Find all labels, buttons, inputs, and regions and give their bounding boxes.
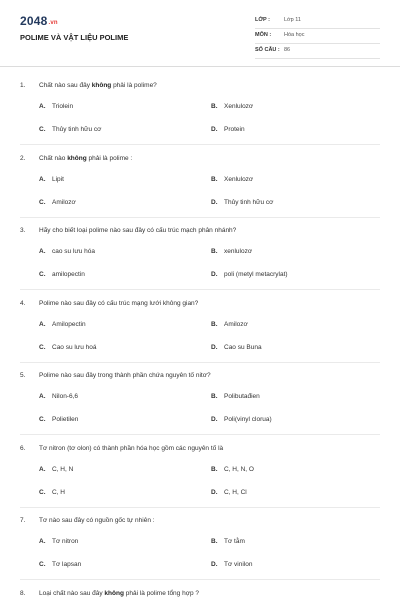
option-text: Polibutađien	[224, 393, 260, 400]
answer-option[interactable]	[211, 393, 260, 400]
answer-option[interactable]	[211, 248, 252, 255]
question-divider	[20, 362, 380, 363]
option-text: Amilopectin	[52, 320, 86, 328]
option-letter: D.	[211, 198, 218, 206]
answer-option[interactable]	[39, 271, 85, 278]
answer-option[interactable]	[39, 538, 78, 545]
site-logo[interactable]	[20, 14, 58, 28]
option-letter: B.	[211, 103, 218, 110]
option-text: C, H, N	[52, 465, 74, 473]
option-text: Thủy tinh hữu cơ	[52, 126, 102, 133]
question-text	[39, 590, 199, 597]
question-text	[39, 372, 211, 379]
option-text: cao su lưu hóa	[52, 248, 96, 255]
question-divider	[20, 144, 380, 145]
question-text	[39, 300, 198, 307]
meta-label: MÔN :	[255, 32, 272, 38]
document-title: POLIME VÀ VẬT LIỆU POLIME	[20, 33, 129, 42]
answer-option[interactable]	[39, 103, 73, 110]
question-text-part: phải là polime?	[111, 82, 157, 89]
question-number: 4.	[20, 299, 26, 307]
question-text-part: Polime nào sau đây có cấu trúc mạng lưới không gian?	[39, 299, 199, 307]
option-text: Cao su lưu hoá	[52, 343, 97, 351]
question-text-part: Tơ nào sau đây có nguồn gốc tự nhiên :	[39, 517, 155, 524]
option-letter: B.	[211, 175, 218, 183]
option-text: C, H	[52, 488, 65, 496]
option-letter: B.	[211, 538, 218, 545]
meta-value: Lớp 11	[284, 17, 301, 23]
option-text: Thủy tinh hữu cơ	[224, 198, 274, 206]
option-text: Tơ vinilon	[224, 561, 253, 568]
option-letter: A.	[39, 393, 46, 400]
option-text: Amilozơ	[52, 198, 76, 206]
option-text: Tơ nitron	[52, 538, 79, 545]
option-letter: A.	[39, 320, 46, 328]
answer-option[interactable]	[39, 321, 86, 328]
question-number: 3.	[20, 227, 26, 234]
question-emphasis: không	[67, 154, 87, 162]
question-emphasis: không	[104, 589, 124, 597]
question-divider	[20, 217, 380, 218]
answer-option[interactable]	[39, 416, 78, 423]
question-text-part: Polime nào sau đây trong thành phần chứa nguyên tố nitơ?	[39, 372, 211, 379]
worksheet-header	[0, 0, 400, 67]
question-text-part: phải là polime tổng hợp ?	[123, 589, 200, 597]
option-letter: B.	[211, 465, 218, 473]
option-text: Polietilen	[52, 416, 79, 423]
option-letter: C.	[39, 198, 46, 206]
answer-option[interactable]	[211, 538, 245, 545]
option-text: Amilozơ	[224, 320, 248, 328]
question-divider	[20, 289, 380, 290]
question-number: 2.	[20, 154, 26, 162]
option-text: C, H, N, O	[224, 465, 254, 473]
meta-row-count	[255, 44, 380, 59]
option-text: Poli(vinyl clorua)	[224, 416, 272, 423]
question-number: 1.	[20, 82, 26, 89]
meta-label: LỚP :	[255, 17, 270, 23]
option-letter: D.	[211, 343, 218, 351]
answer-option[interactable]	[211, 321, 248, 328]
question-number: 8.	[20, 589, 26, 597]
option-letter: D.	[211, 561, 218, 568]
option-text: Xenlulozơ	[224, 175, 254, 183]
question-text-part: Loại chất nào sau đây	[39, 589, 105, 597]
logo-suffix[interactable]: .vn	[48, 20, 58, 26]
option-text: Tơ lapsan	[52, 561, 82, 568]
answer-option[interactable]	[211, 489, 247, 496]
question-text	[39, 227, 236, 234]
answer-option[interactable]	[39, 393, 78, 400]
question-text-part: Chất nào	[39, 154, 68, 162]
question-number: 7.	[20, 517, 26, 524]
option-letter: C.	[39, 126, 46, 133]
answer-option[interactable]	[211, 103, 253, 110]
option-text: C, H, Cl	[224, 488, 247, 496]
option-text: Triolein	[52, 103, 74, 110]
option-text: Protein	[224, 126, 245, 133]
answer-option[interactable]	[211, 416, 272, 423]
answer-option[interactable]	[39, 176, 64, 183]
meta-row-grade	[255, 14, 380, 29]
option-letter: C.	[39, 561, 46, 568]
question-text-part: phải là polime :	[86, 154, 133, 162]
answer-option[interactable]	[39, 199, 76, 206]
meta-value: Hóa học	[284, 32, 305, 38]
option-text: Tơ tằm	[224, 538, 245, 545]
question-text-part: Hãy cho biết loại polime nào sau đây có cấu trúc mạch phân nhánh?	[39, 227, 237, 234]
question-text	[39, 517, 155, 524]
answer-option[interactable]	[39, 344, 96, 351]
option-letter: A.	[39, 538, 46, 545]
answer-option[interactable]	[39, 489, 65, 496]
answer-option[interactable]	[211, 344, 262, 351]
question-text	[39, 155, 132, 162]
meta-value: 86	[284, 47, 291, 53]
option-text: amilopectin	[52, 271, 85, 278]
question-number: 5.	[20, 372, 26, 379]
option-text: Xenlulozơ	[224, 103, 254, 110]
option-letter: A.	[39, 248, 46, 255]
answer-option[interactable]	[211, 199, 273, 206]
question-text-part: Tơ nitron (tơ olon) có thành phần hóa học gồm các nguyên tố là	[39, 444, 224, 452]
answer-option[interactable]	[39, 561, 81, 568]
option-letter: B.	[211, 248, 218, 255]
answer-option[interactable]	[211, 466, 254, 473]
answer-option[interactable]	[211, 271, 288, 278]
option-text: Nilon-6,6	[52, 393, 79, 400]
option-letter: C.	[39, 271, 46, 278]
option-letter: D.	[211, 271, 218, 278]
option-text: Lipit	[52, 175, 64, 183]
question-text	[39, 445, 223, 452]
option-letter: C.	[39, 488, 46, 496]
question-text-part: Chất nào sau đây	[39, 82, 92, 89]
option-letter: D.	[211, 416, 218, 423]
option-letter: B.	[211, 393, 218, 400]
option-text: xenlulozơ	[224, 248, 253, 255]
option-letter: D.	[211, 488, 218, 496]
question-text	[39, 82, 157, 89]
option-letter: C.	[39, 343, 46, 351]
answer-option[interactable]	[211, 176, 253, 183]
option-text: poli (metyl metacrylat)	[224, 271, 288, 278]
option-letter: D.	[211, 126, 218, 133]
option-letter: B.	[211, 320, 218, 328]
meta-label: SỐ CÂU :	[255, 47, 280, 53]
option-letter: A.	[39, 175, 46, 183]
meta-row-subject	[255, 29, 380, 44]
option-letter: A.	[39, 465, 46, 473]
option-letter: C.	[39, 416, 46, 423]
option-text: Cao su Buna	[224, 343, 262, 351]
question-emphasis: không	[91, 82, 112, 89]
question-number: 6.	[20, 444, 26, 452]
question-divider	[20, 434, 380, 435]
answer-option[interactable]	[39, 126, 101, 133]
answer-option[interactable]	[211, 561, 252, 568]
answer-option[interactable]	[39, 248, 95, 255]
logo-text[interactable]: 2048	[20, 14, 48, 28]
question-divider	[20, 579, 380, 580]
answer-option[interactable]	[39, 466, 73, 473]
question-divider	[20, 507, 380, 508]
answer-option[interactable]	[211, 126, 245, 133]
option-letter: A.	[39, 103, 46, 110]
